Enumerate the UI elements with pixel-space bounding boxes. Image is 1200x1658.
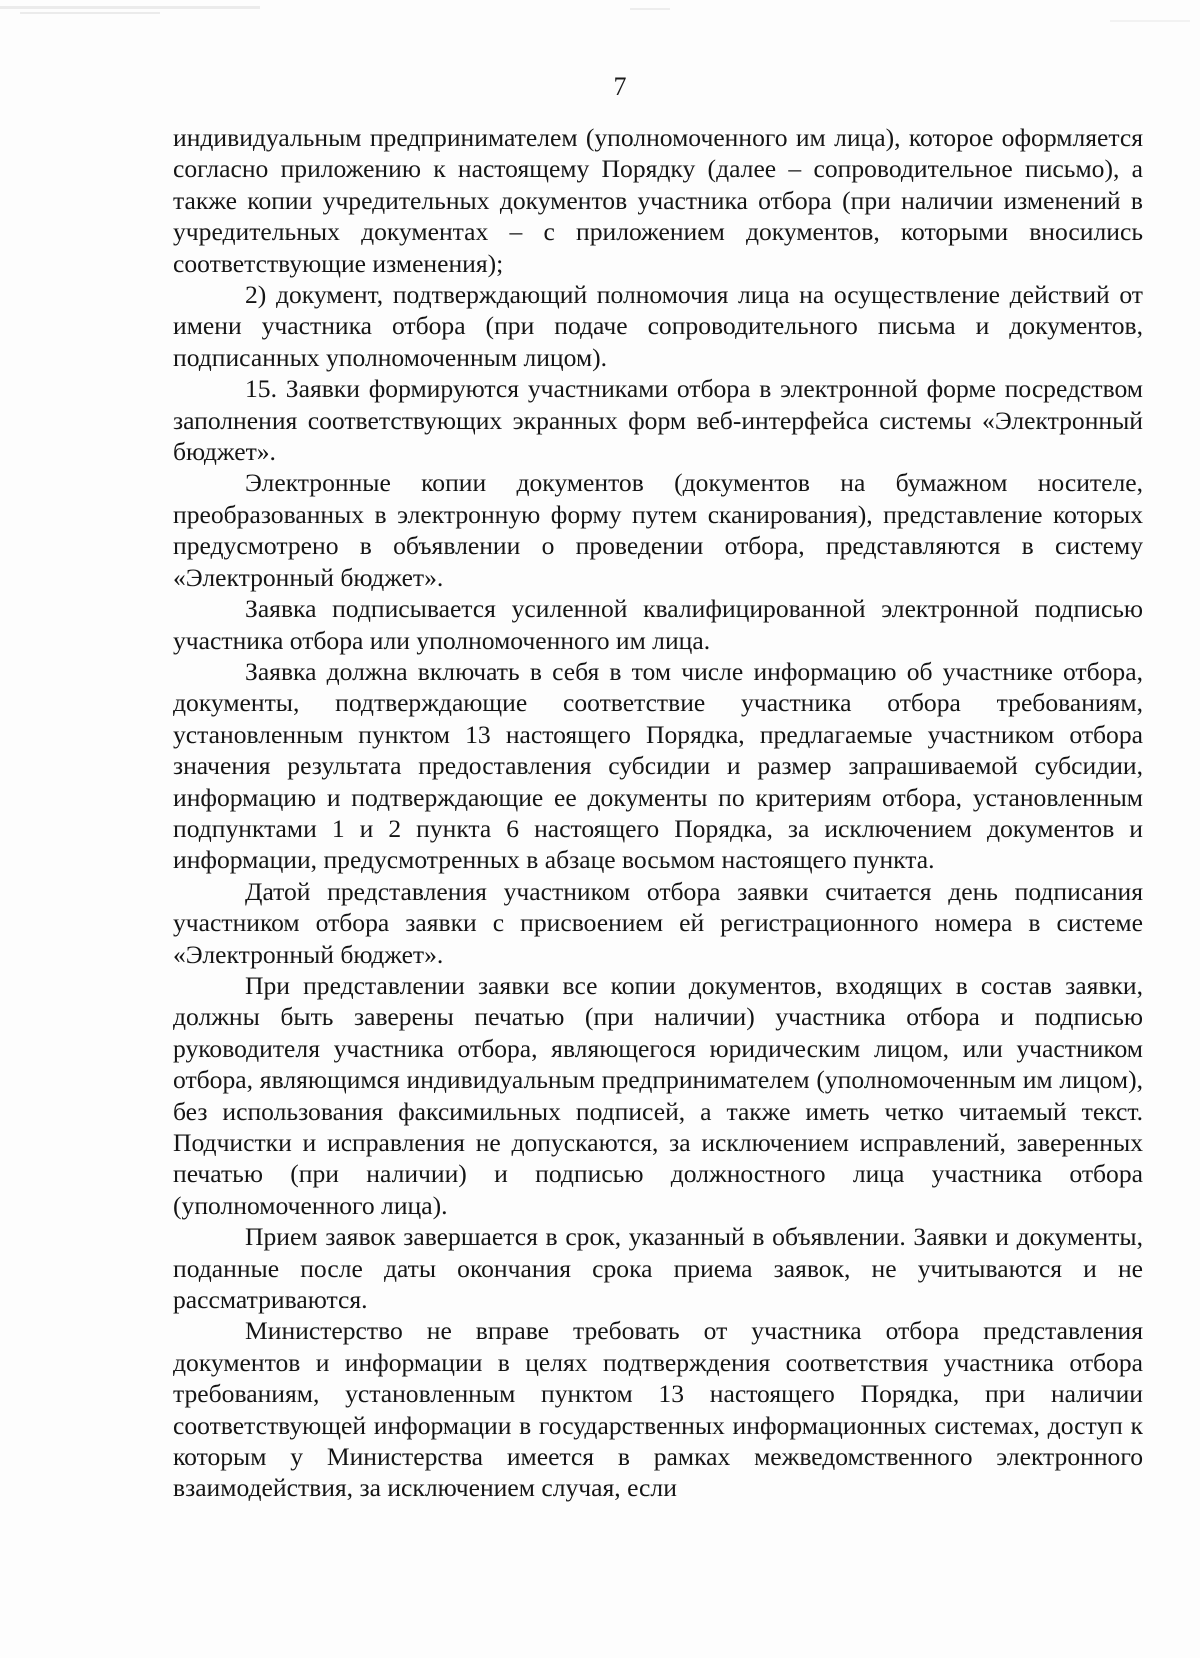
paragraph-submission-date: Датой представления участником отбора заявки считается день подписания участником отбора заявки с присвоением ей регистрационного номера в системе «Электронный бюджет». <box>173 876 1143 969</box>
paragraph-continuation: индивидуальным предпринимателем (уполномоченного им лица), которое оформляется согласно приложению к настоящему Порядку (далее – сопроводительное письмо), а также копии учредительных документов участника отбора (при наличии изменений в учредительных документах – с приложением документов, которыми вносились соответствующие изменения); <box>173 123 1143 278</box>
page-number: 7 <box>613 72 627 101</box>
paragraph-acceptance-deadline: Прием заявок завершается в срок, указанный в объявлении. Заявки и документы, поданные после даты окончания срока приема заявок, не учитываются и не рассматриваются. <box>173 1222 1143 1315</box>
paragraph-application-content: Заявка должна включать в себя в том числе информацию об участнике отбора, документы, подтверждающие соответствие участника отбора требованиям, установленным пунктом 13 настоящего Порядка, предлагаемые участником отбора значения результата предоставления субсидии и размер запрашиваемой субсидии, информацию и подтверждающие ее документы по критериям отбора, установленным подпунктами 1 и 2 пункта 6 настоящего Порядка, за исключением документов и информации, предусмотренных в абзаце восьмом настоящего пункта. <box>173 656 1143 875</box>
scan-noise <box>0 0 1200 60</box>
document-body <box>173 122 1143 1504</box>
paragraph-copies-certification: При представлении заявки все копии документов, входящих в состав заявки, должны быть заверены печатью (при наличии) участника отбора и подписью руководителя участника отбора, являющегося юридическим лицом, или участником отбора, являющимся индивидуальным предпринимателем (уполномоченным им лицом), без использования факсимильных подписей, а также иметь четко читаемый текст. Подчистки и исправления не допускаются, за исключением исправлений, заверенных печатью (при наличии) и подписью должностного лица участника отбора (уполномоченного лица). <box>173 970 1143 1220</box>
paragraph-signature: Заявка подписывается усиленной квалифицированной электронной подписью участника отбора или уполномоченного им лица. <box>173 594 1143 655</box>
paragraph-item-2: 2) документ, подтверждающий полномочия лица на осуществление действий от имени участника отбора (при подаче сопроводительного письма и документов, подписанных уполномоченным лицом). <box>173 280 1143 372</box>
paragraph-ministry-requirements: Министерство не вправе требовать от участника отбора представления документов и информации в целях подтверждения соответствия участника отбора требованиям, установленным пунктом 13 настоящего Порядка, при наличии соответствующей информации в государственных информационных системах, доступ к которым у Министерства имеется в рамках межведомственного электронного взаимодействия, за исключением случая, если <box>173 1316 1143 1503</box>
paragraph-clause-15: 15. Заявки формируются участниками отбора в электронной форме посредством заполнения соответствующих экранных форм веб-интерфейса системы «Электронный бюджет». <box>173 374 1143 467</box>
paragraph-electronic-copies: Электронные копии документов (документов на бумажном носителе, преобразованных в электронную форму путем сканирования), представление которых предусмотрено в объявлении о проведении отбора, представляются в систему «Электронный бюджет». <box>173 468 1143 592</box>
